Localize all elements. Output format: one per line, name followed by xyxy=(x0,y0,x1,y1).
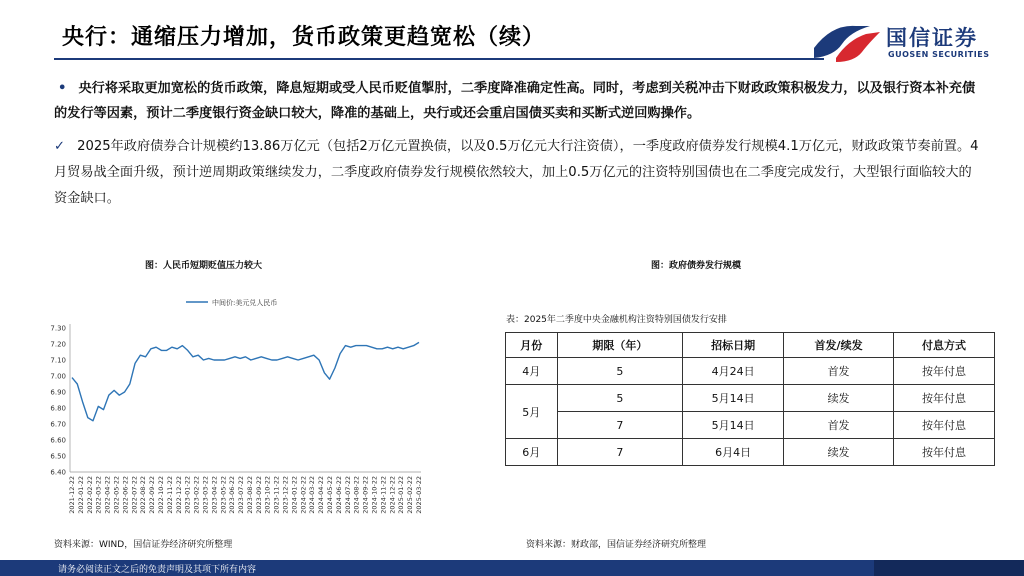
bullet-dot-icon: • xyxy=(58,81,67,96)
x-tick-label: 2022-09-22 xyxy=(148,476,157,514)
legend-label: 中间价:美元兑人民币 xyxy=(212,299,278,307)
x-tick-label: 2024-06-22 xyxy=(334,476,343,514)
cell-term: 5 xyxy=(557,385,683,412)
cell-date: 6月4日 xyxy=(683,439,784,466)
x-tick-label: 2023-04-22 xyxy=(210,476,219,514)
cell-date: 5月14日 xyxy=(683,385,784,412)
cell-interest: 按年付息 xyxy=(894,439,995,466)
x-tick-label: 2022-08-22 xyxy=(139,476,148,514)
cell-term: 5 xyxy=(557,358,683,385)
cell-term: 7 xyxy=(557,412,683,439)
table-row xyxy=(506,385,995,412)
footer-accent xyxy=(874,560,1024,576)
y-tick-label: 6.90 xyxy=(50,388,66,397)
x-tick-label: 2023-03-22 xyxy=(201,476,210,514)
x-tick-label: 2025-03-22 xyxy=(415,476,423,514)
header-type: 首发/续发 xyxy=(784,333,894,358)
x-tick-label: 2023-10-22 xyxy=(263,476,272,514)
x-tick-label: 2024-11-22 xyxy=(379,476,388,514)
x-tick-label: 2022-10-22 xyxy=(156,476,165,514)
left-source-note: 资料来源：WIND，国信证券经济研究所整理 xyxy=(54,540,233,550)
cell-type: 续发 xyxy=(784,385,894,412)
x-tick-label: 2023-09-22 xyxy=(254,476,263,514)
bond-issuance-table xyxy=(505,332,995,466)
cell-term: 7 xyxy=(557,439,683,466)
cell-type: 首发 xyxy=(784,358,894,385)
cell-month: 4月 xyxy=(506,358,558,385)
company-logo xyxy=(812,18,1012,64)
x-tick-label: 2025-02-22 xyxy=(406,476,415,514)
bullet-policy-text: 央行将采取更加宽松的货币政策，降息短期或受人民币贬值掣肘，二季度降准确定性高。同时，考虑到关税冲击下财政政策积极发力，以及银行资本补充债的发行等因素，预计二季度银行资金缺口较大，降准的基础上，央行或还会重启国债买卖和买断式逆回购操作。 xyxy=(54,81,976,121)
x-tick-label: 2024-04-22 xyxy=(317,476,326,514)
y-tick-label: 7.10 xyxy=(50,356,66,365)
right-source-note: 资料来源：财政部，国信证券经济研究所整理 xyxy=(526,540,707,550)
bullet-policy xyxy=(54,76,984,126)
x-tick-label: 2024-10-22 xyxy=(370,476,379,514)
x-tick-label: 2024-02-22 xyxy=(299,476,308,514)
x-tick-label: 2022-02-22 xyxy=(85,476,94,514)
x-tick-label: 2022-12-22 xyxy=(174,476,183,514)
cell-interest: 按年付息 xyxy=(894,358,995,385)
x-tick-label: 2025-01-22 xyxy=(397,476,406,514)
y-tick-label: 7.20 xyxy=(50,340,66,349)
cell-interest: 按年付息 xyxy=(894,385,995,412)
x-tick-label: 2024-09-22 xyxy=(361,476,370,514)
cell-type: 首发 xyxy=(784,412,894,439)
left-figure-caption: 图：人民币短期贬值压力较大 xyxy=(145,261,263,271)
x-tick-label: 2023-08-22 xyxy=(245,476,254,514)
cell-month: 6月 xyxy=(506,439,558,466)
table-header-row xyxy=(506,333,995,358)
x-tick-label: 2022-05-22 xyxy=(112,476,121,514)
check-icon: ✓ xyxy=(54,139,66,154)
y-tick-label: 6.80 xyxy=(50,404,66,413)
table-row xyxy=(506,412,995,439)
x-tick-label: 2021-12-22 xyxy=(68,476,76,514)
right-figure-caption: 图：政府债券发行规模 xyxy=(651,261,742,271)
page-title: 央行：通缩压力增加，货币政策更趋宽松（续） xyxy=(62,25,546,50)
title-underline xyxy=(54,58,824,60)
series-line-usdcny xyxy=(72,342,419,420)
table-row xyxy=(506,439,995,466)
y-tick-label: 6.50 xyxy=(50,452,66,461)
header-month: 月份 xyxy=(506,333,558,358)
x-tick-label: 2023-11-22 xyxy=(272,476,281,514)
x-tick-label: 2023-02-22 xyxy=(192,476,201,514)
x-tick-label: 2022-07-22 xyxy=(130,476,139,514)
x-tick-label: 2022-01-22 xyxy=(76,476,85,514)
table-row xyxy=(506,358,995,385)
y-tick-label: 6.40 xyxy=(50,468,66,477)
cell-date: 5月14日 xyxy=(683,412,784,439)
usdcny-line-chart xyxy=(36,290,436,530)
cell-month: 5月 xyxy=(506,385,558,439)
cell-date: 4月24日 xyxy=(683,358,784,385)
bullet-bonds xyxy=(54,134,984,212)
x-tick-label: 2024-12-22 xyxy=(388,476,397,514)
logo-mark-icon xyxy=(812,18,882,64)
x-tick-label: 2023-12-22 xyxy=(281,476,290,514)
x-tick-label: 2022-03-22 xyxy=(94,476,103,514)
y-tick-label: 6.60 xyxy=(50,436,66,445)
header-term: 期限（年） xyxy=(557,333,683,358)
x-tick-label: 2022-04-22 xyxy=(103,476,112,514)
bullet-bonds-text: 2025年政府债券合计规模约13.86万亿元（包括2万亿元置换债，以及0.5万亿元大行注资债），一季度政府债券发行规模4.1万亿元，财政政策节奏前置。4月贸易战全面升级，预计逆周期政策继续发力，二季度政府债券发行规模依然较大，加上0.5万亿元的注资特别国债也在二季度完成发行，大型银行面临较大的资金缺口。 xyxy=(54,139,979,206)
x-tick-label: 2022-06-22 xyxy=(121,476,130,514)
x-tick-label: 2024-08-22 xyxy=(352,476,361,514)
logo-name-en: GUOSEN SECURITIES xyxy=(888,50,990,59)
table-caption: 表：2025年二季度中央金融机构注资特别国债发行安排 xyxy=(506,315,727,325)
y-tick-label: 6.70 xyxy=(50,420,66,429)
footer-disclaimer: 请务必阅读正文之后的免责声明及其项下所有内容 xyxy=(58,565,257,575)
footer-bar xyxy=(0,560,1024,576)
y-tick-label: 7.30 xyxy=(50,324,66,333)
header-interest: 付息方式 xyxy=(894,333,995,358)
x-tick-label: 2024-01-22 xyxy=(290,476,299,514)
x-tick-label: 2023-07-22 xyxy=(237,476,246,514)
x-tick-label: 2024-07-22 xyxy=(343,476,352,514)
x-tick-label: 2024-05-22 xyxy=(326,476,335,514)
logo-name-cn: 国信证券 xyxy=(886,26,978,50)
x-tick-label: 2023-06-22 xyxy=(228,476,237,514)
x-tick-label: 2023-05-22 xyxy=(219,476,228,514)
cell-type: 续发 xyxy=(784,439,894,466)
x-tick-label: 2023-01-22 xyxy=(183,476,192,514)
x-tick-label: 2024-03-22 xyxy=(308,476,317,514)
header-date: 招标日期 xyxy=(683,333,784,358)
y-tick-label: 7.00 xyxy=(50,372,66,381)
x-tick-label: 2022-11-22 xyxy=(165,476,174,514)
cell-interest: 按年付息 xyxy=(894,412,995,439)
